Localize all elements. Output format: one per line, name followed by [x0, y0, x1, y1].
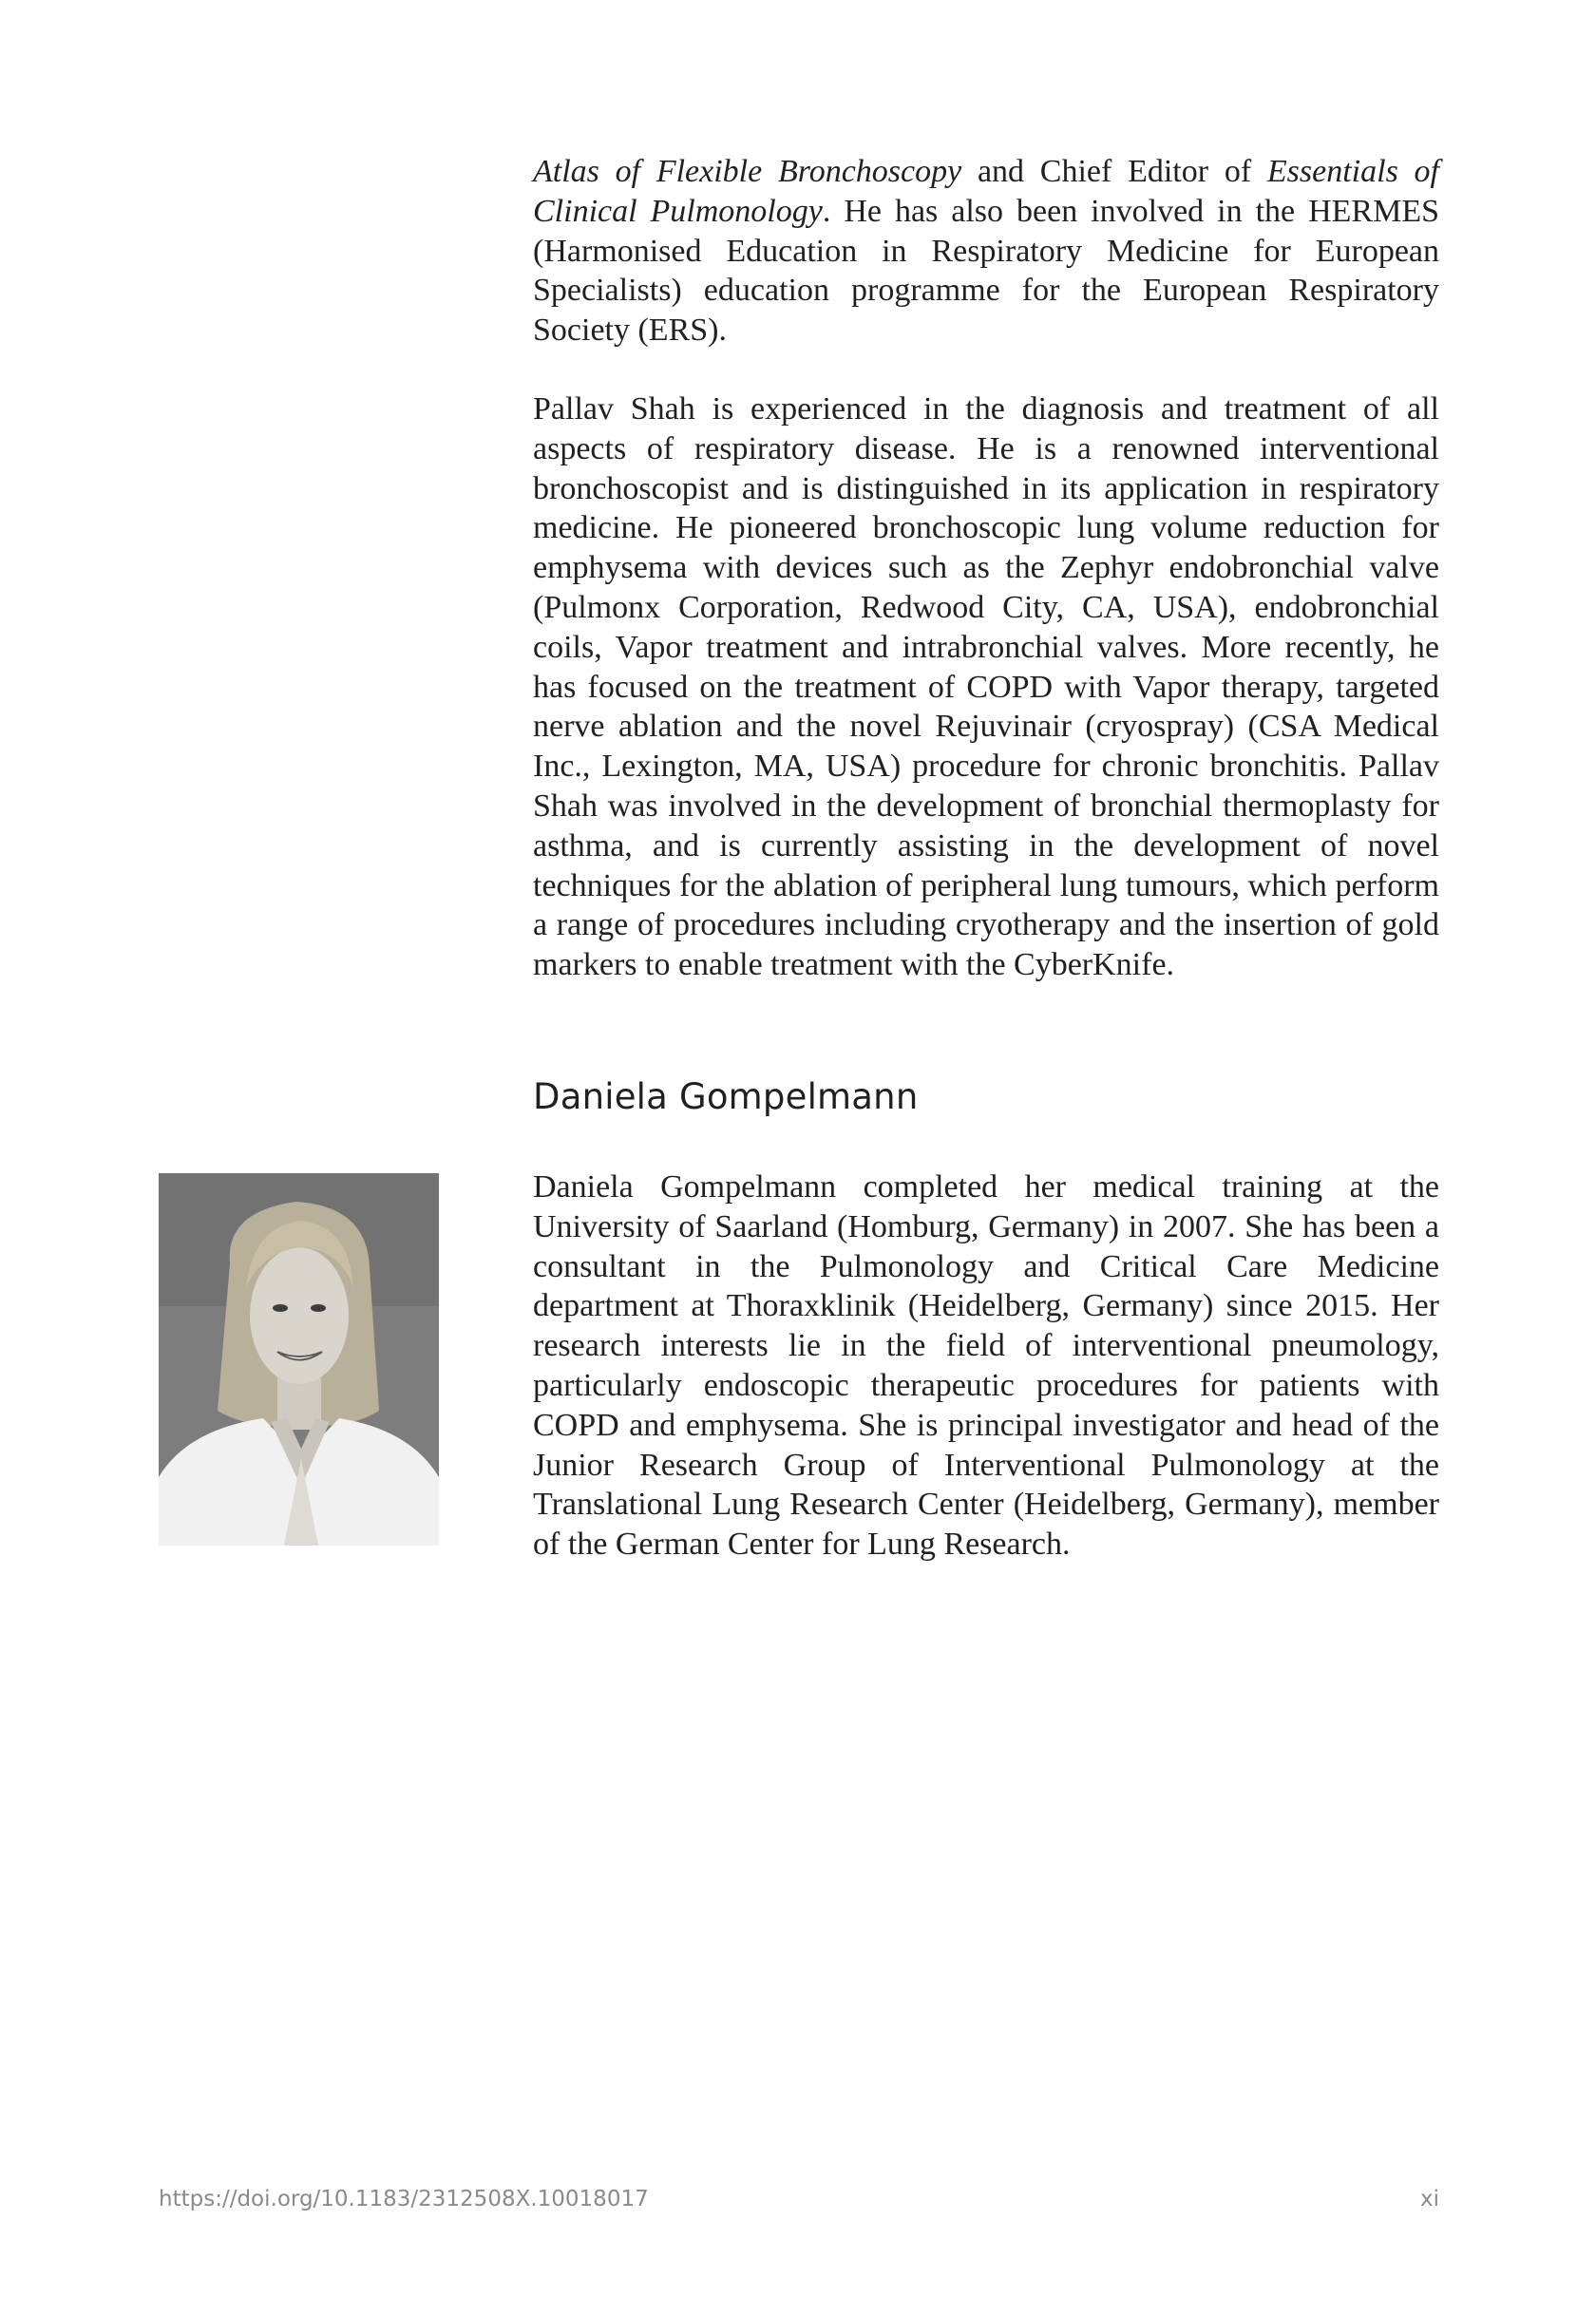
paragraph-text: and Chief Editor of [961, 154, 1267, 189]
book-title-atlas: Atlas of Flexible Bronchoscopy [533, 154, 962, 189]
paragraph-gompelmann-bio: Daniela Gompelmann completed her medical training at the University of Saarland (Homburg, Germany) in 2007. She has been a consultant in the Pulmonology and Critical Care Medicine department at Thoraxklinik (Heidelberg, Germany) since 2015. Her research interests lie in the field of interventional pneumology, particularly endoscopic therapeutic procedures for patients with COPD and emphysema. She is principal investigator and head of the Junior Research Group of Interventional Pulmonology at the Translational Lung Research Center (Heidelberg, Germany), member of the German Center for Lung Research. [533, 1169, 1439, 1563]
page-number: xi [1419, 2187, 1439, 2211]
portrait-photo [159, 1173, 439, 1546]
doi-link[interactable]: https://doi.org/10.1183/2312508X.10018017 [159, 2187, 649, 2211]
paragraph-text: . He has also been involved in the HERMES (Harmonised Education in Respiratory Medicine for European Specialists) education programme for the European Respiratory Society (ERS). [533, 193, 1439, 349]
section-heading: Daniela Gompelmann [533, 1076, 919, 1117]
paragraph-shah-expertise: Pallav Shah is experienced in the diagnosis and treatment of all aspects of respiratory disease. He is a renowned interventional bronchoscopist and is distinguished in its application in respiratory medicine. He pioneered bronchoscopic lung volume reduction for emphysema with devices such as the Zephyr endobronchial valve (Pulmonx Corporation, Redwood City, CA, USA), endobronchial coils, Vapor treatment and intrabronchial valves. More recently, he has focused on the treatment of COPD with Vapor therapy, targeted nerve ablation and the novel Rejuvinair (cryospray) (CSA Medical Inc., Lexington, MA, USA) procedure for chronic bronchitis. Pallav Shah was involved in the development of bronchial thermoplasty for asthma, and is currently assisting in the development of novel techniques for the ablation of peripheral lung tumours, which perform a range of procedures including cryotherapy and the insertion of gold markers to enable treatment with the CyberKnife. [533, 391, 1439, 983]
paragraph-editor-roles [533, 152, 1439, 351]
portrait-image [159, 1173, 439, 1546]
book-title-essentials: Essentials of Clinical Pulmonology [533, 154, 1439, 229]
